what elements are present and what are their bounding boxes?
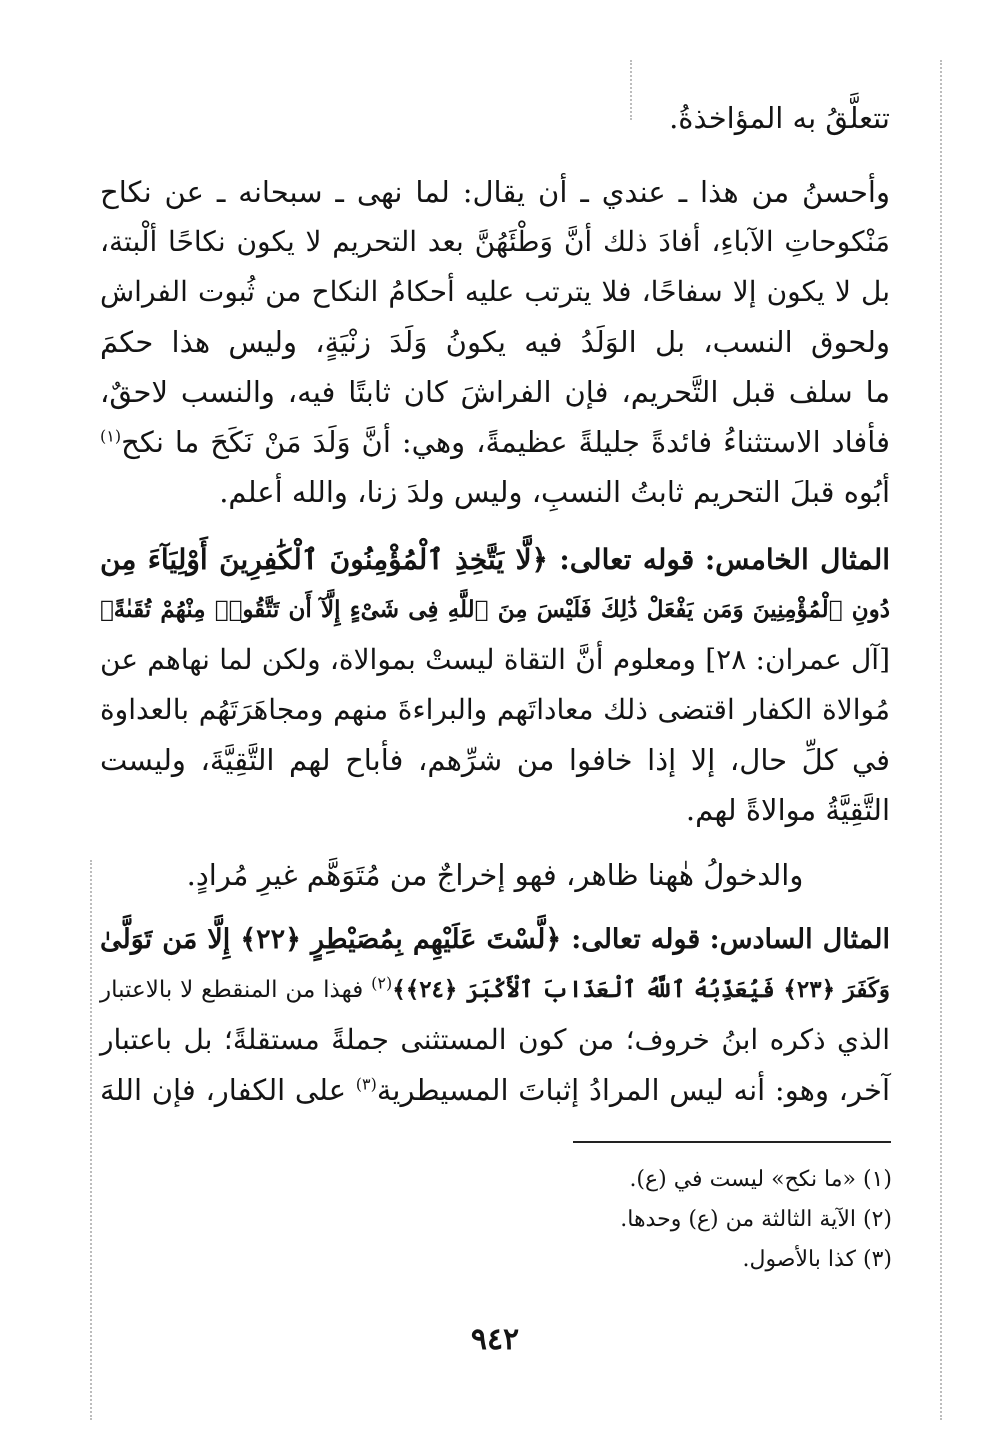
footnote-ref-3: (٣) <box>355 1074 377 1094</box>
text-line: وأحسنُ من هذا ـ عندي ـ أن يقال: لما نهى ـ سبحانه ـ عن نكاح <box>100 175 890 209</box>
footnote-ref-1: (١) <box>100 426 122 446</box>
scan-dotted-edge-right <box>940 60 942 1420</box>
text-span: فهذا من المنقطع لا بالاعتبار <box>100 977 364 1003</box>
text-line: الذي ذكره ابنُ خروف؛ من كون المستثنى جملةً مستقلةً؛ بل باعتبار <box>100 1023 890 1056</box>
footnote-separator <box>573 1141 891 1143</box>
text-span: آخر، وهو: أنه ليس المرادُ إثباتَ المسيطرية <box>376 1073 891 1107</box>
text-line: [آل عمران: ٢٨] ومعلوم أنَّ التقاة ليستْ بموالاة، ولكن لما نهاهم عن <box>100 643 890 676</box>
heading-example-5: المثال الخامس: <box>704 543 891 576</box>
quran-verse: قوله تعالى: ﴿لَّسْتَ عَلَيْهِم بِمُصَيْطِرٍ ﴿٢٢﴾ إِلَّا مَن تَوَلَّىٰ <box>100 924 701 955</box>
footnote-2: (٢) الآية الثالثة من (ع) وحدها. <box>620 1207 892 1232</box>
text-line <box>100 422 890 462</box>
text-line: مَنْكوحاتِ الآباءِ، أفادَ ذلك أنَّ وَطْئَهُنَّ بعد التحريم لا يكون نكاحًا ألْبتة، <box>100 225 890 258</box>
text-line: تتعلَّقُ به المؤاخذةُ. <box>669 101 890 135</box>
text-line: ما سلف قبل التَّحريم، فإن الفراشَ كان ثابتًا فيه، والنسب لاحقٌ، <box>100 375 890 409</box>
text-line: في كلِّ حال، إلا إذا خافوا من شرِّهم، فأباح لهم التَّقِيَّةَ، وليست <box>100 743 890 777</box>
quran-verse: وَكَفَرَ ﴿٢٣﴾ فَيُعَذِّبُهُ ٱللَّهُ ٱلْعَذَابَ ٱلْأَكْبَرَ ﴿٢٤﴾﴾ <box>392 976 891 1003</box>
text-span: فأفاد الاستثناءُ فائدةً جليلةً عظيمةً، وهي: أنَّ وَلَدَ مَنْ نَكَحَ ما نكح <box>121 425 890 459</box>
heading-example-6: المثال السادس: <box>709 924 890 955</box>
text-line: والدخولُ هٰهنا ظاهر، فهو إخراجٌ من مُتَوَهَّم غيرِ مُرادٍ. <box>186 858 804 892</box>
text-line: مُوالاة الكفار اقتضى ذلك معاداتَهم والبراءةَ منهم ومجاهَرَتَهُم بالعداوة <box>100 693 890 726</box>
footnote-ref-2: (٢) <box>371 973 393 993</box>
text-span: على الكفار، فإن اللهَ <box>100 1073 347 1107</box>
footnote-3: (٣) كذا بالأصول. <box>742 1247 892 1272</box>
text-line: التَّقِيَّةُ موالاةً لهم. <box>685 793 890 827</box>
text-line <box>100 540 890 580</box>
text-line: بل لا يكون إلا سفاحًا، فلا يترتب عليه أحكامُ النكاح من ثُبوت الفراش <box>100 275 890 308</box>
text-line <box>100 920 890 960</box>
text-line <box>100 970 890 1010</box>
scan-dotted-edge-left <box>90 860 92 1420</box>
text-line: أبُوه قبلَ التحريم ثابتُ النسبِ، وليس ولدَ زنا، والله أعلم. <box>219 475 890 509</box>
footnote-1: (١) «ما نكح» ليست في (ع). <box>629 1167 892 1192</box>
page-number: ٩٤٢ <box>470 1322 520 1357</box>
text-line <box>100 1070 890 1110</box>
quran-verse-line: دُونِ ٱلْمُؤْمِنِينَ وَمَن يَفْعَلْ ذَٰلِكَ فَلَيْسَ مِنَ ٱللَّهِ فِى شَىْءٍ إِلَّآ أَن تَتَّقُوا۟ مِنْهُمْ تُقَىٰةً﴾ <box>100 596 890 623</box>
text-line: ولحوق النسب، بل الوَلَدُ فيه يكونُ وَلَدَ زنْيَةٍ، وليس هذا حكمَ <box>100 325 890 359</box>
quran-verse: قوله تعالى: ﴿لَّا يَتَّخِذِ ٱلْمُؤْمِنُونَ ٱلْكَٰفِرِينَ أَوْلِيَآءَ مِن <box>100 543 695 576</box>
